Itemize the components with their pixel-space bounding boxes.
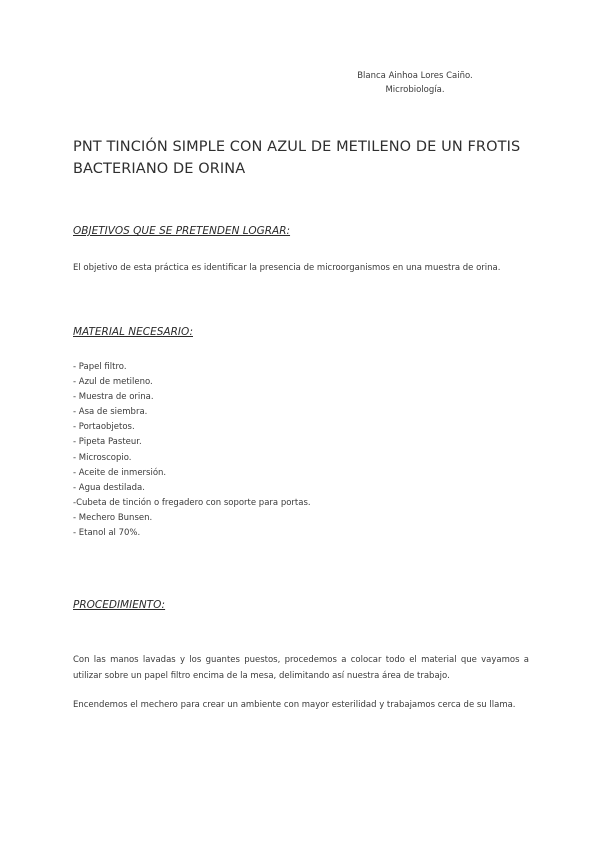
- author-name: Blanca Ainhoa Lores Caiño.: [357, 71, 473, 81]
- material-item: - Asa de siembra.: [73, 407, 148, 418]
- material-item: - Muestra de orina.: [73, 392, 154, 403]
- material-item: - Azul de metileno.: [73, 377, 153, 388]
- procedure-paragraph: Encendemos el mechero para crear un ambiente con mayor esterilidad y trabajamos cerca de su llama.: [73, 700, 516, 710]
- materials-heading: MATERIAL NECESARIO:: [73, 326, 193, 338]
- material-item: - Microscopio.: [73, 452, 132, 463]
- subject-name: Microbiología.: [385, 85, 445, 95]
- author-block: [340, 69, 490, 97]
- objectives-heading: OBJETIVOS QUE SE PRETENDEN LOGRAR:: [73, 225, 291, 237]
- material-item: - Agua destilada.: [73, 482, 145, 493]
- materials-list: [73, 360, 473, 541]
- procedure-heading: PROCEDIMIENTO:: [73, 599, 166, 611]
- objectives-text: El objetivo de esta práctica es identificar la presencia de microorganismos en una muestra de orina.: [73, 263, 501, 273]
- procedure-paragraph: Con las manos lavadas y los guantes puestos, procedemos a colocar todo el material que vayamos a utilizar sobre un papel filtro encima de la mesa, delimitando así nuestra área de trabajo.: [73, 655, 529, 681]
- material-item: - Portaobjetos.: [73, 422, 135, 433]
- document-title: PNT TINCIÓN SIMPLE CON AZUL DE METILENO DE UN FROTIS BACTERIANO DE ORINA: [73, 139, 521, 177]
- material-item: - Aceite de inmersión.: [73, 467, 167, 478]
- material-item: -Cubeta de tinción o fregadero con soporte para portas.: [73, 497, 311, 508]
- material-item: - Papel filtro.: [73, 362, 127, 372]
- material-item: - Mechero Bunsen.: [73, 512, 153, 523]
- material-item: - Pipeta Pasteur.: [73, 437, 142, 448]
- material-item: - Etanol al 70%.: [73, 528, 141, 539]
